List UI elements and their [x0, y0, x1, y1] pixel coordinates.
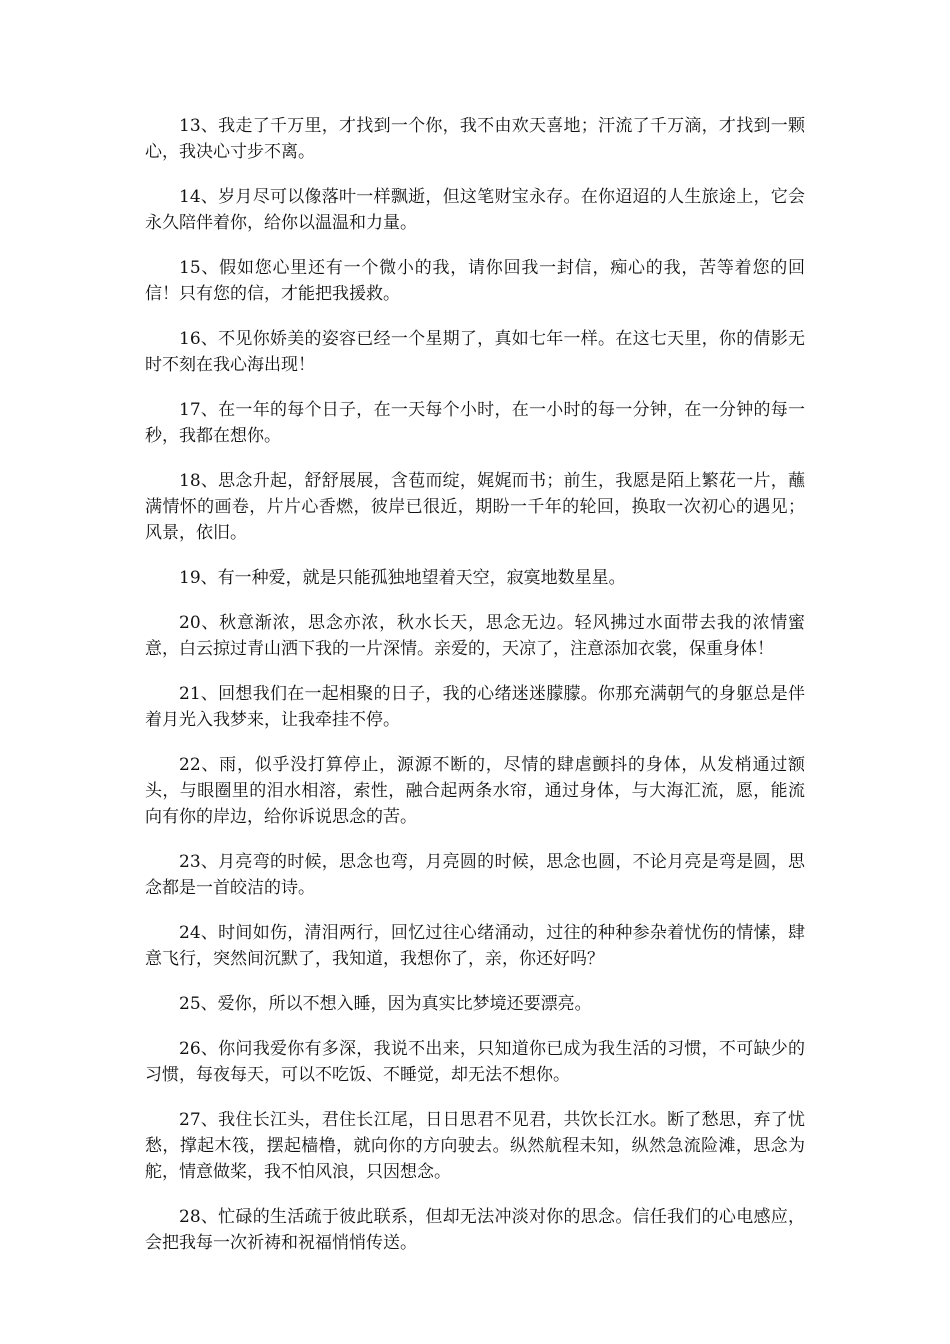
paragraph-21: 21、回想我们在一起相聚的日子，我的心绪迷迷朦朦。你那充满朝气的身躯总是伴着月光入我梦来，让我牵挂不停。: [145, 684, 805, 730]
paragraph-23: 23、月亮弯的时候，思念也弯，月亮圆的时候，思念也圆，不论月亮是弯是圆，思念都是一首皎洁的诗。: [145, 852, 805, 898]
paragraph-27: 27、我住长江头，君住长江尾，日日思君不见君，共饮长江水。断了愁思，弃了忧愁，撑起木筏，摆起樯橹，就向你的方向驶去。纵然航程未知，纵然急流险滩，思念为舵，情意做桨，我不怕风浪，只因想念。: [145, 1110, 805, 1182]
paragraph-20: 20、秋意渐浓，思念亦浓，秋水长天，思念无边。轻风拂过水面带去我的浓情蜜意，白云掠过青山洒下我的一片深情。亲爱的，天凉了，注意添加衣裳，保重身体！: [145, 613, 805, 659]
paragraph-22: 22、雨，似乎没打算停止，源源不断的，尽情的肆虐颤抖的身体，从发梢通过额头，与眼圈里的泪水相溶，索性，融合起两条水帘，通过身体，与大海汇流，愿，能流向有你的岸边，给你诉说思念的苦。: [145, 755, 805, 827]
paragraph-25: 25、爱你，所以不想入睡，因为真实比梦境还要漂亮。: [179, 994, 592, 1014]
paragraph-16: 16、不见你娇美的姿容已经一个星期了，真如七年一样。在这七天里，你的倩影无时不刻在我心海出现！: [145, 329, 805, 375]
paragraph-14: 14、岁月尽可以像落叶一样飘逝，但这笔财宝永存。在你迢迢的人生旅途上，它会永久陪伴着你，给你以温温和力量。: [145, 187, 805, 233]
paragraph-18: 18、思念升起，舒舒展展，含苞而绽，娓娓而书；前生，我愿是陌上繁花一片，蘸满情怀的画卷，片片心香燃，彼岸已很近，期盼一千年的轮回，换取一次初心的遇见；风景，依旧。: [145, 471, 805, 543]
paragraph-26: 26、你问我爱你有多深，我说不出来，只知道你已成为我生活的习惯，不可缺少的习惯，每夜每天，可以不吃饭、不睡觉，却无法不想你。: [145, 1039, 805, 1085]
paragraph-24: 24、时间如伤，清泪两行，回忆过往心绪涌动，过往的种种参杂着忧伤的情愫，肆意飞行，突然间沉默了，我知道，我想你了，亲，你还好吗？: [145, 923, 805, 969]
paragraph-28: 28、忙碌的生活疏于彼此联系，但却无法冲淡对你的思念。信任我们的心电感应，会把我每一次祈祷和祝福悄悄传送。: [145, 1207, 805, 1253]
paragraph-15: 15、假如您心里还有一个微小的我，请你回我一封信，痴心的我，苦等着您的回信！只有您的信，才能把我援救。: [145, 258, 805, 304]
paragraph-13: 13、我走了千万里，才找到一个你，我不由欢天喜地；汗流了千万滴，才找到一颗心，我决心寸步不离。: [145, 116, 805, 162]
paragraph-19: 19、有一种爱，就是只能孤独地望着天空，寂寞地数星星。: [179, 568, 626, 588]
paragraph-17: 17、在一年的每个日子，在一天每个小时，在一小时的每一分钟，在一分钟的每一秒，我都在想你。: [145, 400, 805, 446]
document-body: [145, 113, 805, 1275]
